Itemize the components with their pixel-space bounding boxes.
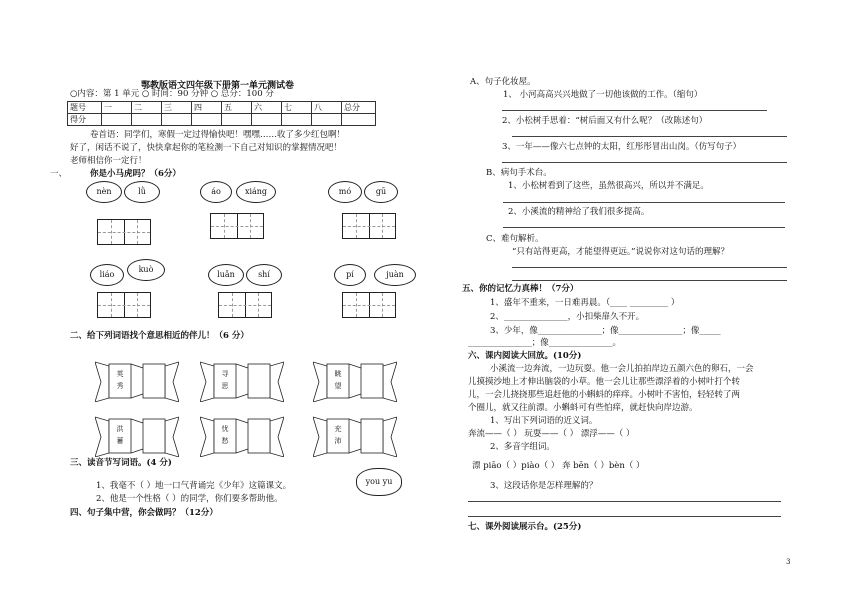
card-word-char: 充: [334, 425, 342, 433]
card-word-char: 蓄: [116, 437, 124, 445]
section-6-q2-answers: 漂 piāo（ ）piào（ ） 奔 bēn（ ）bèn（ ）: [472, 461, 645, 471]
table-cell: 题号: [68, 102, 102, 114]
passage-line: 儿，一会儿挠挠那些追赶他的小蝌蚪的痒痒。小树叶不害怕，轻轻转了两: [468, 390, 741, 400]
table-cell[interactable]: [222, 114, 252, 126]
table-cell[interactable]: [192, 114, 222, 126]
card-word-char: 愁: [221, 437, 229, 445]
card-word-char: 忧: [221, 425, 229, 433]
score-table: [67, 101, 376, 126]
page-title: 鄂教版语文四年级下册第一单元测试卷: [141, 81, 295, 91]
table-cell[interactable]: [342, 114, 376, 126]
intro-line-1: 卷首语：同学们，寒假一定过得愉快吧！嘿嘿……收了多少红包啊！: [90, 130, 346, 140]
pinyin-bubble: lǜ: [124, 181, 160, 203]
section-4b-item-2: 2、小溪流的精神给了我们很多提高。: [508, 207, 650, 217]
table-cell: 二: [132, 102, 162, 114]
section-3-item-2: 2、他是一个性格（ ）的同学，你们要多帮助他。: [96, 494, 283, 504]
character-grid[interactable]: [97, 219, 151, 245]
answer-line[interactable]: [512, 280, 787, 281]
table-cell[interactable]: [102, 114, 132, 126]
card-word-char: 秀: [116, 382, 124, 390]
pinyin-bubble: luǎn: [208, 264, 244, 286]
table-cell: 三: [162, 102, 192, 114]
card-word-char: 思: [221, 382, 229, 390]
word-card[interactable]: [200, 358, 284, 402]
card-word-char: 沛: [334, 437, 342, 445]
table-cell: 得分: [68, 114, 102, 126]
character-grid[interactable]: [97, 292, 151, 318]
table-cell: 总分: [342, 102, 376, 114]
section-6-q3: 3、这段话你是怎样理解的？: [490, 481, 598, 491]
passage-line: 儿摸摸沙地上才伸出脑袋的小草。他一会儿让那些漂浮着的小树叶打个转: [468, 377, 741, 387]
section-5-title: 五、你的记忆力真棒！（7分）: [462, 284, 579, 294]
section-4a-item-1: 1、 小河高高兴兴地做了一切他该做的工作。（缩句）: [503, 90, 703, 100]
card-word-char: 寻: [221, 370, 229, 378]
word-card[interactable]: [313, 413, 397, 457]
pinyin-bubble: áo: [200, 181, 232, 203]
section-4b-title: B、病句手术台。: [486, 168, 552, 178]
section-4a-item-2: 2、小松树手思着：“树后面又有什么呢？（改陈述句）: [502, 116, 708, 126]
answer-line[interactable]: [468, 501, 781, 502]
section-6-q1-answers: 奔流——（ ） 玩耍——（ ） 漂浮——（ ）: [468, 429, 635, 439]
table-cell: 四: [192, 102, 222, 114]
section-1-title: 你是小马虎吗？（6分）: [90, 169, 181, 179]
card-word-char: 望: [334, 382, 342, 390]
answer-line[interactable]: [502, 162, 787, 163]
pinyin-bubble: shí: [246, 264, 282, 286]
section-4-title: 四、句子集中营，你会做吗？（12分）: [70, 508, 218, 518]
character-grid[interactable]: [342, 213, 396, 239]
page-number: 3: [786, 558, 791, 566]
character-grid[interactable]: [218, 292, 272, 318]
character-grid[interactable]: [342, 292, 396, 318]
intro-line-2: 好了，闲话不说了，快快拿起你的笔检测一下自己对知识的掌握情况吧！: [70, 143, 343, 153]
answer-line[interactable]: [512, 267, 787, 268]
section-1-number: 一、: [50, 169, 68, 179]
section-4c-title: C、难句解析。: [486, 234, 544, 244]
section-3-item-1: 1、我毫不（ ）地一口气背诵完《少年》这篇课文。: [96, 481, 292, 491]
answer-line[interactable]: [503, 227, 785, 228]
pinyin-bubble: juàn: [374, 264, 416, 286]
intro-line-3: 老师相信你一定行！: [70, 156, 147, 166]
passage-line: 小溪流一边奔流，一边玩耍。他一会儿拍拍岸边五颜六色的卵石，一会: [490, 364, 754, 374]
section-4a-item-3: 3、一年——像六七点钟的太阳，红彤彤冒出山岗。（仿写句子）: [502, 142, 742, 152]
section-7-title: 七、课外阅读展示台。(25分): [468, 522, 582, 532]
answer-line[interactable]: [512, 136, 787, 137]
word-card[interactable]: [95, 413, 179, 457]
word-card[interactable]: [95, 358, 179, 402]
score-table-header-row: [68, 102, 376, 114]
card-word-char: 眺: [334, 370, 342, 378]
table-cell[interactable]: [132, 114, 162, 126]
pinyin-bubble: mó: [328, 181, 362, 203]
table-cell[interactable]: [282, 114, 312, 126]
word-card[interactable]: [313, 358, 397, 402]
table-cell: 一: [102, 102, 132, 114]
table-cell: 八: [312, 102, 342, 114]
table-cell: 六: [252, 102, 282, 114]
table-cell[interactable]: [252, 114, 282, 126]
pinyin-bubble: nèn: [86, 181, 122, 203]
pinyin-cloud-bubble: you yu: [356, 468, 402, 496]
section-5-item-2: 2、_______________，小扣柴扉久不开。: [490, 312, 645, 322]
word-card[interactable]: [200, 413, 284, 457]
section-5-item-4: _______________；像_______________。: [468, 338, 622, 348]
score-table-score-row: [68, 114, 376, 126]
pinyin-bubble: xiáng: [236, 181, 276, 203]
table-cell: 五: [222, 102, 252, 114]
section-4a-title: A、句子化妆屋。: [470, 77, 536, 87]
card-word-char: 英: [116, 370, 124, 378]
section-4c-text: “只有站得更高，才能望得更远。”说说你对这句话的理解？: [512, 247, 729, 257]
pinyin-bubble: gū: [364, 181, 398, 203]
answer-line[interactable]: [468, 516, 781, 517]
answer-line[interactable]: [503, 202, 785, 203]
card-word-char: 洪: [116, 425, 124, 433]
section-6-q2: 2、多音字组词。: [490, 442, 555, 452]
table-cell: 七: [282, 102, 312, 114]
section-6-q1: 1、写出下列词语的近义词。: [490, 416, 598, 426]
section-3-title: 三、读音节写词语。(4 分): [70, 458, 172, 468]
pinyin-bubble: pí: [334, 264, 366, 286]
section-6-title: 六、课内阅读大回放。(10分): [468, 351, 582, 361]
pinyin-bubble: liáo: [90, 264, 124, 286]
section-5-item-1: 1、盛年不重来，一日难再晨。（____ _________ ）: [490, 298, 680, 308]
section-2-title: 二、给下列词语找个意思相近的伴儿！（6 分）: [70, 331, 249, 341]
exam-meta: ○内容：第 1 单元 ○ 时间：90 分钟 ○ 总分：100 分: [70, 89, 274, 99]
section-5-item-3: 3、少年，像_______________；像_______________；像_____: [490, 326, 721, 336]
table-cell[interactable]: [312, 114, 342, 126]
character-grid[interactable]: [210, 213, 264, 239]
pinyin-bubble: kuò: [127, 259, 165, 281]
table-cell[interactable]: [162, 114, 192, 126]
section-4b-item-1: 1、小松树看到了这些，虽然很高兴，所以并不满足。: [508, 181, 709, 191]
passage-line: 个圈儿，就又往前漂。小蝌蚪可有些怕痒，就赶快向岸边游。: [468, 403, 698, 413]
answer-line[interactable]: [502, 110, 767, 111]
